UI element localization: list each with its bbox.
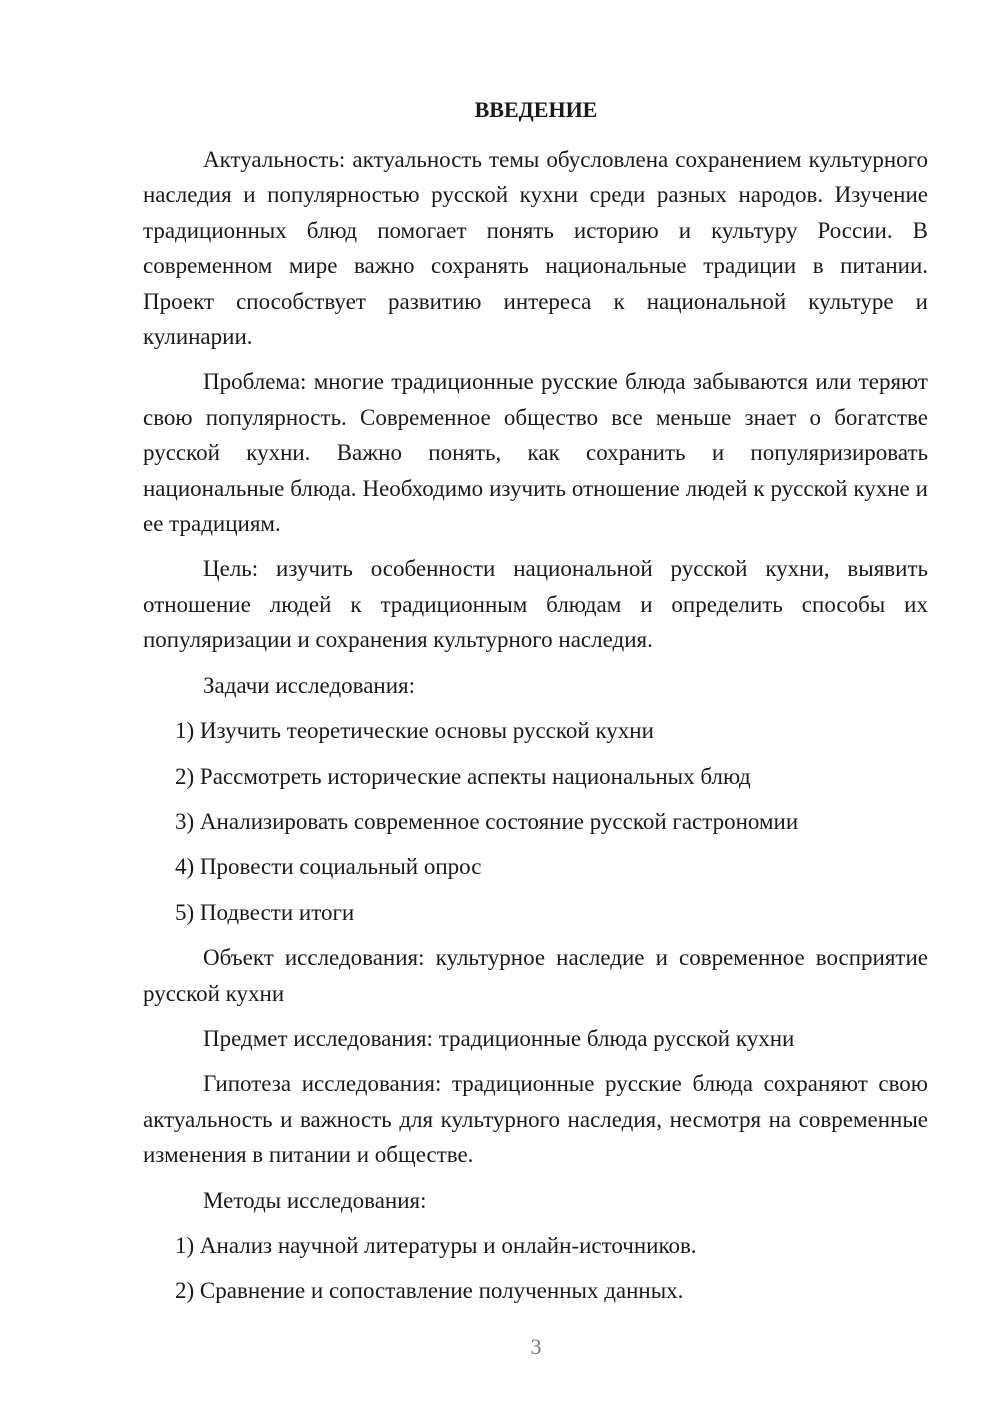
- subject-paragraph: Предмет исследования: традиционные блюда русской кухни: [203, 1025, 795, 1051]
- object-paragraph: Объект исследования: культурное наследие и современное восприятие русской кухни: [143, 945, 928, 1006]
- goal-paragraph: Цель: изучить особенности национальной русской кухни, выявить отношение людей к традиционным блюдам и определить способы их популяризации и сохранения культурного наследия.: [143, 556, 928, 653]
- methods-heading: Методы исследования:: [203, 1187, 427, 1213]
- page-title: ВВЕДЕНИЕ: [474, 97, 598, 122]
- list-item: 1) Изучить теоретические основы русской кухни: [175, 718, 654, 744]
- tasks-list: [143, 713, 928, 930]
- document-body: [143, 142, 928, 1319]
- hypothesis-paragraph: Гипотеза исследования: традиционные русские блюда сохраняют свою актуальность и важность для культурного наследия, несмотря на современные изменения в питании и обществе.: [143, 1071, 928, 1168]
- relevance-paragraph: Актуальность: актуальность темы обусловлена сохранением культурного наследия и популярностью русской кухни среди разных народов. Изучение традиционных блюд помогает понять историю и культуру России. В современном мире важно сохранять национальные традиции в питании. Проект способствует развитию интереса к национальной культуре и кулинарии.: [143, 147, 928, 350]
- list-item: 1) Анализ научной литературы и онлайн-источников.: [175, 1232, 697, 1258]
- tasks-heading: Задачи исследования:: [203, 672, 416, 698]
- list-item: 3) Анализировать современное состояние русской гастрономии: [175, 808, 799, 834]
- problem-paragraph: Проблема: многие традиционные русские блюда забываются или теряют свою популярность. Современное общество все меньше знает о богатстве русской кухни. Важно понять, как сохранить и популяризировать национальные блюда. Необходимо изучить отношение людей к русской кухне и ее традициям.: [143, 369, 928, 537]
- page-number: 3: [530, 1334, 542, 1359]
- list-item: 5) Подвести итоги: [175, 899, 355, 925]
- methods-list: [143, 1228, 928, 1309]
- list-item: 2) Сравнение и сопоставление полученных данных.: [175, 1278, 684, 1304]
- list-item: 4) Провести социальный опрос: [175, 854, 482, 880]
- list-item: 2) Рассмотреть исторические аспекты национальных блюд: [175, 763, 751, 789]
